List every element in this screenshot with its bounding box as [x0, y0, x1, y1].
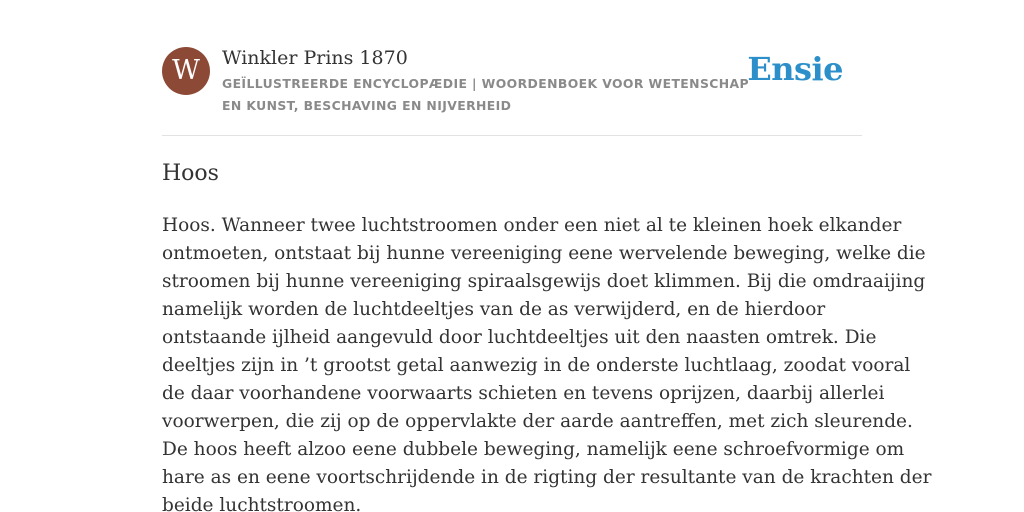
ensie-logo[interactable]: Ensie — [747, 50, 843, 88]
source-header — [162, 45, 862, 135]
entry-body-line: ontstaande ijlheid aangevuld door luchtdeeltjes uit den naasten omtrek. Die — [162, 327, 877, 348]
entry-body-line: de daar voorhandene voorwaarts schieten en tevens oprijzen, daarbij allerlei — [162, 383, 885, 404]
source-avatar[interactable]: W — [162, 47, 210, 95]
entry-body-line: De hoos heeft alzoo eene dubbele beweging, namelijk eene schroefvormige om — [162, 439, 905, 460]
source-subtitle: GEÏLLUSTREERDE ENCYCLOPÆDIE | WOORDENBOEK VOOR WETENSCHAP EN KUNST, BESCHAVING EN NIJVERHEID — [222, 76, 749, 113]
header-divider — [162, 135, 862, 136]
entry-title: Hoos — [162, 161, 219, 186]
entry-body-line: deeltjes zijn in ’t grootst getal aanwezig in de onderste luchtlaag, zoodat vooral — [162, 355, 911, 376]
entry-body-line: Hoos. Wanneer twee luchtstroomen onder een niet al te kleinen hoek elkander — [162, 215, 902, 236]
entry-body-line: stroomen bij hunne vereeniging spiraalsgewijs doet klimmen. Bij die omdraaijing — [162, 271, 926, 292]
entry-body-line: voorwerpen, die zij op de oppervlakte der aarde aantreffen, met zich sleurende. — [162, 411, 913, 432]
entry-body — [162, 212, 932, 512]
entry-body-line: beide luchtstroomen. — [162, 495, 362, 512]
entry-body-line: ontmoeten, ontstaat bij hunne vereeniging eene wervelende beweging, welke die — [162, 243, 926, 264]
entry-body-line: hare as en eene voortschrijdende in de rigting der resultante van de krachten der — [162, 467, 932, 488]
source-title[interactable]: Winkler Prins 1870 — [222, 47, 408, 69]
entry-body-line: namelijk worden de luchtdeeltjes van de as verwijderd, en de hierdoor — [162, 299, 826, 320]
